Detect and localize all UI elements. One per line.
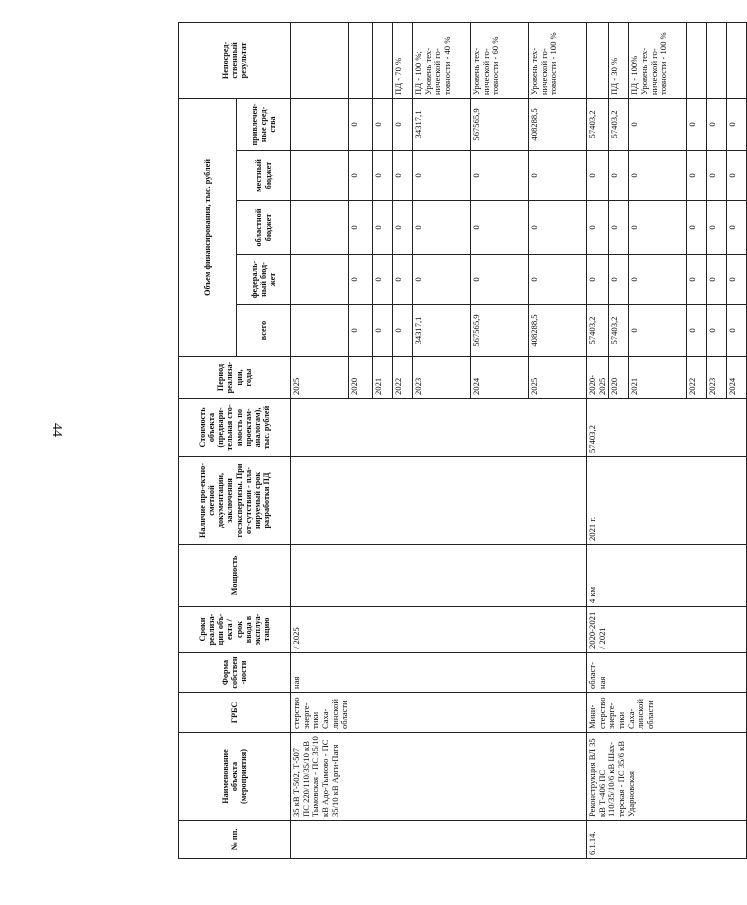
cell-federal: 0 (349, 255, 373, 305)
header-period: Период реализа-ции, годы (179, 357, 291, 399)
cell-period: 2022 (687, 357, 707, 399)
header-ownership: Форма собствен-ности (179, 653, 291, 693)
header-grbs: ГРБС (179, 693, 291, 733)
header-capacity: Мощность (179, 545, 291, 607)
cell-local: 0 (727, 151, 747, 201)
cell-terms: 2020-2021 / 2021 (587, 607, 747, 653)
cell-local: 0 (629, 151, 687, 201)
cell-federal: 0 (687, 255, 707, 305)
header-result: Непосред-ственный результат (179, 22, 291, 98)
cell-federal: 0 (413, 255, 471, 305)
cell-attracted: 567565,9 (471, 98, 529, 150)
cell-total: 0 (687, 305, 707, 357)
header-name: Наименование объекта (мероприятия) (179, 733, 291, 821)
cell-federal: 0 (373, 255, 393, 305)
cell-regional: 0 (529, 201, 587, 255)
cell-attracted: 0 (393, 98, 413, 150)
cell-federal: 0 (629, 255, 687, 305)
header-local: местный бюджет (237, 151, 291, 201)
cell-period: 2024 (471, 357, 529, 399)
cell-total: 0 (393, 305, 413, 357)
header-cost: Стоимость объекта (предвари-тельная сто-имость по проектам-аналогам), тыс. рублей (179, 399, 291, 457)
cell-capacity (291, 545, 587, 607)
cell-result (707, 22, 727, 98)
cell-regional: 0 (629, 201, 687, 255)
cell-attracted: 0 (727, 98, 747, 150)
cell-federal: 0 (727, 255, 747, 305)
header-attracted: привлечен-ные сред-ства (237, 98, 291, 150)
table-row (291, 22, 349, 858)
cell-period: 2020-2025 (587, 357, 609, 399)
cell-local: 0 (373, 151, 393, 201)
cell-period: 2021 (373, 357, 393, 399)
cell-regional: 0 (373, 201, 393, 255)
cell-regional: 0 (609, 201, 629, 255)
cell-total: 57403,2 (587, 305, 609, 357)
cell-local: 0 (707, 151, 727, 201)
cell-local: 0 (687, 151, 707, 201)
cell-grbs: Мини-стерство энерге-тики Саха-линской области (587, 693, 747, 733)
cell-result: ПД - 70 % (393, 22, 413, 98)
cell-ownership: ная (291, 653, 587, 693)
cell-federal: 0 (471, 255, 529, 305)
cell-local (291, 151, 349, 201)
cell-regional: 0 (687, 201, 707, 255)
cell-result: ПД - 100% Уровень тех-нической го-товности - 100 % (629, 22, 687, 98)
cell-result (373, 22, 393, 98)
cell-terms: / 2025 (291, 607, 587, 653)
cell-regional (291, 201, 349, 255)
cell-result (349, 22, 373, 98)
header-num: № пп. (179, 821, 291, 859)
cell-period: 2022 (393, 357, 413, 399)
cell-total: 0 (727, 305, 747, 357)
cell-regional: 0 (727, 201, 747, 255)
header-federal: федераль-ный бюд-жет (237, 255, 291, 305)
header-design-docs: Наличие про-ектно-сметной документации, заключения госэкспертизы. При от-сутствии - пла-нируемый срок разработки ПД (179, 457, 291, 545)
cell-period: 2020 (349, 357, 373, 399)
cell-design-docs (291, 457, 587, 545)
cell-result: Уровень тех-нической го-товности - 60 % (471, 22, 529, 98)
cell-federal (291, 255, 349, 305)
cell-attracted: 57403,2 (587, 98, 609, 150)
cell-local: 0 (471, 151, 529, 201)
cell-local: 0 (393, 151, 413, 201)
cell-local: 0 (349, 151, 373, 201)
cell-local: 0 (587, 151, 609, 201)
cell-attracted: 0 (373, 98, 393, 150)
header-total: всего (237, 305, 291, 357)
cell-local: 0 (413, 151, 471, 201)
cell-regional: 0 (413, 201, 471, 255)
cell-period: 2020 (609, 357, 629, 399)
cell-result (291, 22, 349, 98)
cell-total: 34317,1 (413, 305, 471, 357)
cell-name: 35 кВ Т-502, Т-507 ПС 220/110/35/10 кВ Тымовская - ПС 35/10 кВ Адо-Тымово - ПС 35/10 кВ Арги-Пагя (291, 733, 587, 821)
header-terms: Сроки реализа-ции объ-екта / срок ввода в эксплуа-тацию (179, 607, 291, 653)
cell-regional: 0 (707, 201, 727, 255)
cell-result (587, 22, 609, 98)
cell-result (687, 22, 707, 98)
cell-total: 0 (349, 305, 373, 357)
cell-total: 57403,2 (609, 305, 629, 357)
cell-attracted: 0 (629, 98, 687, 150)
header-row (179, 22, 237, 858)
cell-grbs: стерство энерге-тики Саха-линской области (291, 693, 587, 733)
cell-design-docs: 2021 г. (587, 457, 747, 545)
cell-result: ПД - 30 % (609, 22, 629, 98)
cell-attracted: 0 (707, 98, 727, 150)
cell-num: 6.1.14. (587, 821, 747, 859)
cell-period: 2023 (707, 357, 727, 399)
cell-period: 2025 (291, 357, 349, 399)
cell-period: 2021 (629, 357, 687, 399)
header-funding: Объем финансирования, тыс. рублей (179, 98, 237, 356)
cell-attracted: 0 (687, 98, 707, 150)
cell-period: 2023 (413, 357, 471, 399)
cell-ownership: област-ная (587, 653, 747, 693)
cell-total: 408288,5 (529, 305, 587, 357)
cell-federal: 0 (609, 255, 629, 305)
cell-total (291, 305, 349, 357)
cell-local: 0 (529, 151, 587, 201)
cell-period: 2025 (529, 357, 587, 399)
cell-result: ПД - 100 %; Уровень тех-нической го-товности - 40 % (413, 22, 471, 98)
cell-attracted: 0 (349, 98, 373, 150)
cell-period: 2024 (727, 357, 747, 399)
cell-regional: 0 (393, 201, 413, 255)
cell-regional: 0 (471, 201, 529, 255)
cell-federal: 0 (529, 255, 587, 305)
cell-num (291, 821, 587, 859)
cell-name: Реконструкция ВЛ 35 кВ Т-406 ПС 110/35/10/6 кВ Шах-терская - ПС 35/6 кВ Ударновская (587, 733, 747, 821)
cell-result: Уровень тех-нической го-товности - 100 % (529, 22, 587, 98)
cell-cost (291, 399, 587, 457)
cell-attracted: 57403,2 (609, 98, 629, 150)
cell-total: 567565,9 (471, 305, 529, 357)
cell-attracted: 34317,1 (413, 98, 471, 150)
cell-cost: 57403,2 (587, 399, 747, 457)
table-row (587, 22, 609, 858)
cell-attracted: 408288,5 (529, 98, 587, 150)
cell-local: 0 (609, 151, 629, 201)
cell-capacity: 4 км (587, 545, 747, 607)
cell-federal: 0 (707, 255, 727, 305)
cell-regional: 0 (587, 201, 609, 255)
cell-attracted (291, 98, 349, 150)
page-number: 44 (49, 423, 64, 437)
cell-total: 0 (629, 305, 687, 357)
cell-federal: 0 (393, 255, 413, 305)
header-regional: областной бюджет (237, 201, 291, 255)
cell-regional: 0 (349, 201, 373, 255)
cell-federal: 0 (587, 255, 609, 305)
cell-total: 0 (707, 305, 727, 357)
cell-result (727, 22, 747, 98)
funding-table (178, 22, 747, 859)
cell-total: 0 (373, 305, 393, 357)
